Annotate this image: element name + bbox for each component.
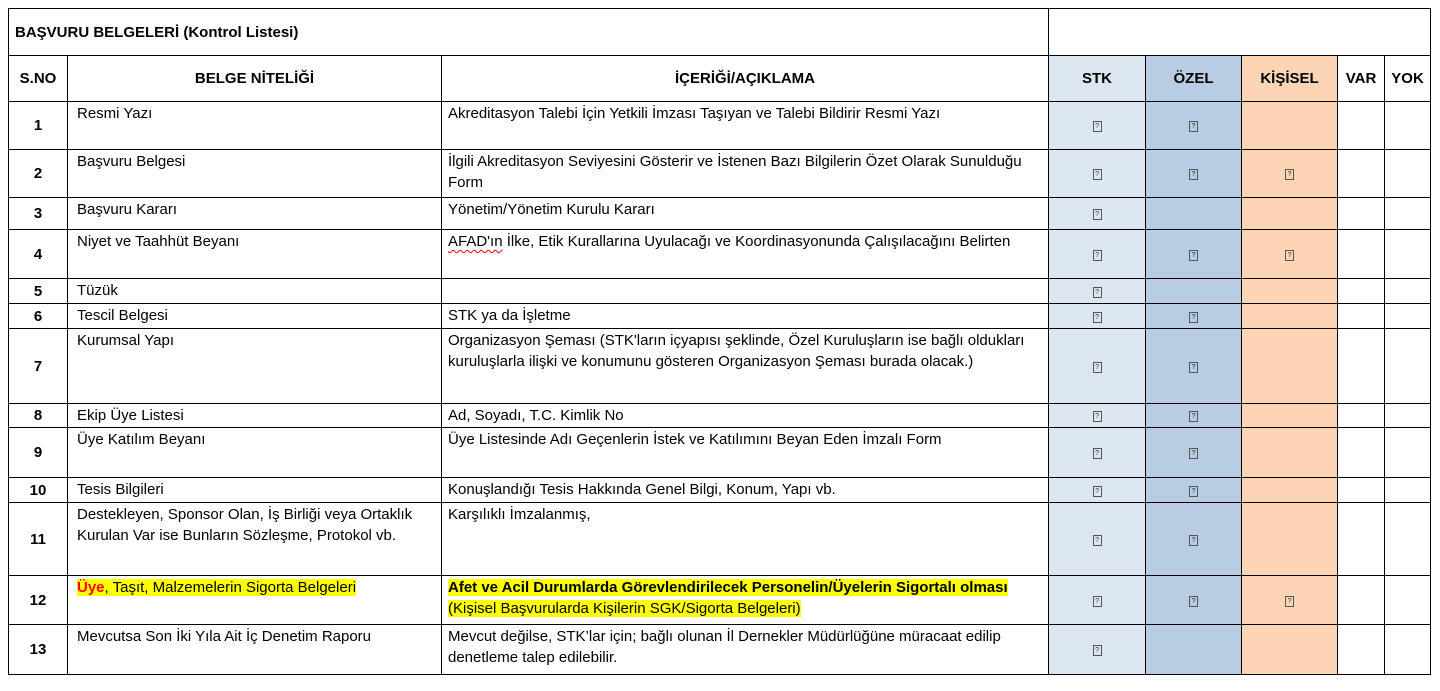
- checkbox-icon: ?: [1189, 596, 1198, 607]
- var-cell[interactable]: [1338, 102, 1385, 150]
- var-cell[interactable]: [1338, 198, 1385, 230]
- var-cell[interactable]: [1338, 230, 1385, 279]
- row-desc: Akreditasyon Talebi İçin Yetkili İmzası Taşıyan ve Talebi Bildirir Resmi Yazı: [442, 102, 1049, 150]
- yok-cell[interactable]: [1385, 304, 1431, 329]
- var-cell[interactable]: [1338, 404, 1385, 428]
- ozel-cell: [1146, 625, 1242, 675]
- var-cell[interactable]: [1338, 329, 1385, 404]
- stk-cell: [1049, 150, 1146, 198]
- ozel-cell: [1146, 576, 1242, 625]
- checkbox-icon: ?: [1093, 645, 1102, 656]
- checkbox-icon: ?: [1093, 596, 1102, 607]
- table-row: [9, 625, 1431, 675]
- table-title: BAŞVURU BELGELERİ (Kontrol Listesi): [9, 9, 1049, 56]
- table-row: [9, 478, 1431, 503]
- header-icerik: İÇERİĞİ/AÇIKLAMA: [442, 56, 1049, 102]
- checkbox-icon: ?: [1189, 121, 1198, 132]
- ozel-cell: [1146, 428, 1242, 478]
- stk-cell: [1049, 625, 1146, 675]
- checkbox-icon: ?: [1189, 250, 1198, 261]
- ozel-cell: [1146, 198, 1242, 230]
- table-row: [9, 102, 1431, 150]
- checkbox-icon: ?: [1285, 596, 1294, 607]
- kisisel-cell: [1242, 576, 1338, 625]
- kisisel-cell: [1242, 279, 1338, 304]
- header-stk: STK: [1049, 56, 1146, 102]
- checkbox-icon: ?: [1093, 486, 1102, 497]
- row-number: 9: [9, 428, 68, 478]
- table-row: [9, 279, 1431, 304]
- stk-cell: [1049, 102, 1146, 150]
- checkbox-icon: ?: [1093, 287, 1102, 298]
- stk-cell: [1049, 428, 1146, 478]
- ozel-cell: [1146, 150, 1242, 198]
- row-number: 10: [9, 478, 68, 503]
- row-name: Başvuru Belgesi: [68, 150, 442, 198]
- ozel-cell: [1146, 279, 1242, 304]
- row-desc: STK ya da İşletme: [442, 304, 1049, 329]
- row-number: 2: [9, 150, 68, 198]
- header-sno: S.NO: [9, 56, 68, 102]
- table-row: [9, 576, 1431, 625]
- checkbox-icon: ?: [1189, 362, 1198, 373]
- row-desc: İlgili Akreditasyon Seviyesini Gösterir ve İstenen Bazı Bilgilerin Özet Olarak Sunulduğu Form: [442, 150, 1049, 198]
- kisisel-cell: [1242, 198, 1338, 230]
- yok-cell[interactable]: [1385, 625, 1431, 675]
- row-desc-text: (Kişisel Başvurularda Kişilerin SGK/Sigorta Belgeleri): [448, 600, 801, 617]
- checkbox-icon: ?: [1189, 411, 1198, 422]
- table-row: [9, 198, 1431, 230]
- row-desc-text: İlke, Etik Kurallarına Uyulacağı ve Koordinasyonunda Çalışılacağını Belirten: [502, 233, 1011, 250]
- row-name: Üye Katılım Beyanı: [68, 428, 442, 478]
- row-number: 4: [9, 230, 68, 279]
- kisisel-cell: [1242, 478, 1338, 503]
- kisisel-cell: [1242, 404, 1338, 428]
- yok-cell[interactable]: [1385, 404, 1431, 428]
- kisisel-cell: [1242, 150, 1338, 198]
- yok-cell[interactable]: [1385, 102, 1431, 150]
- var-cell[interactable]: [1338, 576, 1385, 625]
- table-row: [9, 404, 1431, 428]
- row-name: Destekleyen, Sponsor Olan, İş Birliği veya Ortaklık Kurulan Var ise Bunların Sözleşme, Protokol vb.: [68, 503, 442, 576]
- checkbox-icon: ?: [1189, 486, 1198, 497]
- row-name: Resmi Yazı: [68, 102, 442, 150]
- row-desc: Ad, Soyadı, T.C. Kimlik No: [442, 404, 1049, 428]
- checkbox-icon: ?: [1093, 312, 1102, 323]
- checklist-table: [8, 8, 1431, 675]
- header-belge: BELGE NİTELİĞİ: [68, 56, 442, 102]
- header-var: VAR: [1338, 56, 1385, 102]
- highlighted-name: [77, 579, 356, 596]
- yok-cell[interactable]: [1385, 150, 1431, 198]
- row-name: Başvuru Kararı: [68, 198, 442, 230]
- checkbox-icon: ?: [1093, 448, 1102, 459]
- kisisel-cell: [1242, 625, 1338, 675]
- row-desc: [442, 230, 1049, 279]
- row-name: Kurumsal Yapı: [68, 329, 442, 404]
- var-cell[interactable]: [1338, 428, 1385, 478]
- row-desc-bold: Afet ve Acil Durumlarda Görevlendirilecek Personelin/Üyelerin Sigortalı olması: [448, 579, 1008, 596]
- row-desc: Üye Listesinde Adı Geçenlerin İstek ve Katılımını Beyan Eden İmzalı Form: [442, 428, 1049, 478]
- checkbox-icon: ?: [1285, 169, 1294, 180]
- ozel-cell: [1146, 102, 1242, 150]
- checkbox-icon: ?: [1093, 362, 1102, 373]
- stk-cell: [1049, 279, 1146, 304]
- checkbox-icon: ?: [1189, 312, 1198, 323]
- checkbox-icon: ?: [1093, 535, 1102, 546]
- table-row: [9, 304, 1431, 329]
- row-name-text: , Taşıt, Malzemelerin Sigorta Belgeleri: [104, 579, 357, 596]
- checkbox-icon: ?: [1093, 121, 1102, 132]
- checkbox-icon: ?: [1093, 411, 1102, 422]
- spellcheck-word: AFAD'ın: [448, 233, 503, 250]
- var-cell[interactable]: [1338, 279, 1385, 304]
- var-cell[interactable]: [1338, 150, 1385, 198]
- row-number: 11: [9, 503, 68, 576]
- row-desc: Yönetim/Yönetim Kurulu Kararı: [442, 198, 1049, 230]
- yok-cell[interactable]: [1385, 279, 1431, 304]
- kisisel-cell: [1242, 503, 1338, 576]
- row-desc: Organizasyon Şeması (STK'ların içyapısı şeklinde, Özel Kuruluşların ise bağlı oldukları kuruluşlarla ilişki ve konumunu gösteren Organizasyon Şeması burada olacak.): [442, 329, 1049, 404]
- stk-cell: [1049, 478, 1146, 503]
- ozel-cell: [1146, 230, 1242, 279]
- ozel-cell: [1146, 404, 1242, 428]
- row-number: 5: [9, 279, 68, 304]
- kisisel-cell: [1242, 102, 1338, 150]
- row-desc: Konuşlandığı Tesis Hakkında Genel Bilgi, Konum, Yapı vb.: [442, 478, 1049, 503]
- var-cell[interactable]: [1338, 304, 1385, 329]
- title-row: [9, 9, 1431, 56]
- checkbox-icon: ?: [1189, 535, 1198, 546]
- yok-cell[interactable]: [1385, 503, 1431, 576]
- stk-cell: [1049, 503, 1146, 576]
- row-desc: Karşılıklı İmzalanmış,: [442, 503, 1049, 576]
- yok-cell[interactable]: [1385, 576, 1431, 625]
- header-ozel: ÖZEL: [1146, 56, 1242, 102]
- stk-cell: [1049, 329, 1146, 404]
- checkbox-icon: ?: [1189, 169, 1198, 180]
- row-name: Tesis Bilgileri: [68, 478, 442, 503]
- row-desc: [442, 576, 1049, 625]
- row-name: Tescil Belgesi: [68, 304, 442, 329]
- row-name: Ekip Üye Listesi: [68, 404, 442, 428]
- row-number: 13: [9, 625, 68, 675]
- ozel-cell: [1146, 329, 1242, 404]
- row-number: 12: [9, 576, 68, 625]
- row-number: 8: [9, 404, 68, 428]
- row-number: 3: [9, 198, 68, 230]
- row-number: 1: [9, 102, 68, 150]
- checkbox-icon: ?: [1285, 250, 1294, 261]
- row-name: Mevcutsa Son İki Yıla Ait İç Denetim Raporu: [68, 625, 442, 675]
- yok-cell[interactable]: [1385, 230, 1431, 279]
- checkbox-icon: ?: [1093, 250, 1102, 261]
- table-row: [9, 329, 1431, 404]
- yok-cell[interactable]: [1385, 198, 1431, 230]
- yok-cell[interactable]: [1385, 478, 1431, 503]
- row-desc: [442, 279, 1049, 304]
- checkbox-icon: ?: [1189, 448, 1198, 459]
- stk-cell: [1049, 230, 1146, 279]
- table-row: [9, 150, 1431, 198]
- kisisel-cell: [1242, 329, 1338, 404]
- var-cell[interactable]: [1338, 503, 1385, 576]
- header-row: [9, 56, 1431, 102]
- kisisel-cell: [1242, 428, 1338, 478]
- row-number: 6: [9, 304, 68, 329]
- ozel-cell: [1146, 304, 1242, 329]
- row-name: Tüzük: [68, 279, 442, 304]
- checkbox-icon: ?: [1093, 209, 1102, 220]
- row-name: [68, 576, 442, 625]
- stk-cell: [1049, 576, 1146, 625]
- ozel-cell: [1146, 478, 1242, 503]
- title-blank-cell: [1049, 9, 1431, 56]
- table-row: [9, 428, 1431, 478]
- row-name: Niyet ve Taahhüt Beyanı: [68, 230, 442, 279]
- stk-cell: [1049, 404, 1146, 428]
- table-row: [9, 503, 1431, 576]
- checkbox-icon: ?: [1093, 169, 1102, 180]
- header-yok: YOK: [1385, 56, 1431, 102]
- checklist-container: [8, 8, 1431, 675]
- kisisel-cell: [1242, 230, 1338, 279]
- row-number: 7: [9, 329, 68, 404]
- kisisel-cell: [1242, 304, 1338, 329]
- yok-cell[interactable]: [1385, 428, 1431, 478]
- var-cell[interactable]: [1338, 625, 1385, 675]
- row-desc: Mevcut değilse, STK’lar için; bağlı olunan İl Dernekler Müdürlüğüne müracaat edilip denetleme talep edilebilir.: [442, 625, 1049, 675]
- var-cell[interactable]: [1338, 478, 1385, 503]
- row-name-emphasis: Üye: [77, 579, 105, 596]
- yok-cell[interactable]: [1385, 329, 1431, 404]
- stk-cell: [1049, 304, 1146, 329]
- table-row: [9, 230, 1431, 279]
- highlighted-desc: [448, 579, 1008, 617]
- stk-cell: [1049, 198, 1146, 230]
- ozel-cell: [1146, 503, 1242, 576]
- header-kisisel: KİŞİSEL: [1242, 56, 1338, 102]
